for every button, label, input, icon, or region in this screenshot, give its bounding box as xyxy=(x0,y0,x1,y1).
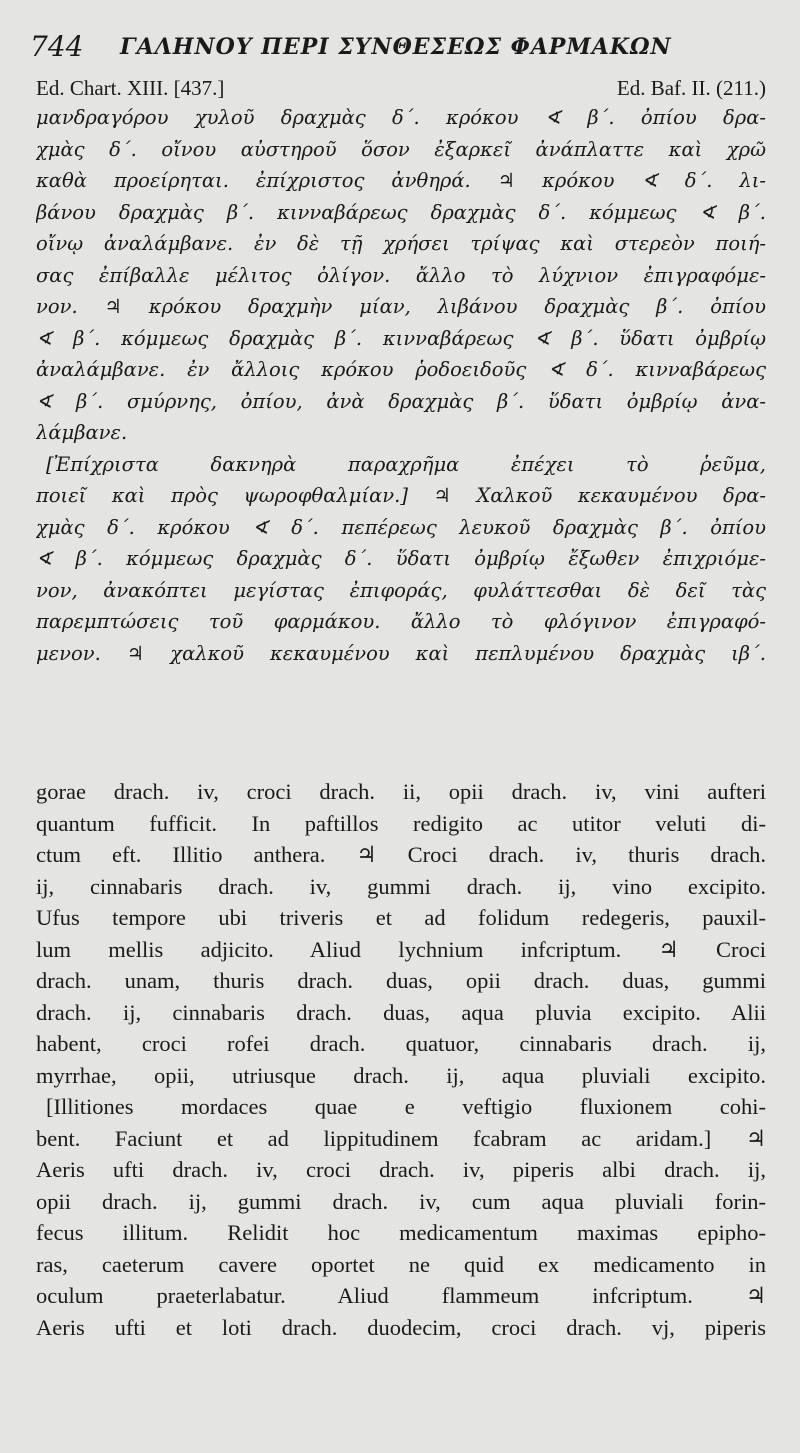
latin-text-line: myrrhae, opii, utriusque drach. ij, aqua pluviali excipito. xyxy=(36,1062,766,1088)
latin-text-line: Aeris ufti drach. iv, croci drach. iv, piperis albi drach. ij, xyxy=(36,1157,766,1182)
latin-text-line: oculum praeterlabatur. Aliud flammeum infcriptum. ♃ xyxy=(36,1283,766,1308)
greek-text-line: ποιεῖ καὶ πρὸς ψωροφθαλμίαν.] ♃ Χαλκοῦ κεκαυμένου δρα- xyxy=(36,484,766,507)
latin-text-line: drach. ij, cinnabaris drach. duas, aqua pluvia excipito. Alii xyxy=(36,999,766,1025)
latin-text-line: drach. unam, thuris drach. duas, opii drach. duas, gummi xyxy=(36,968,766,993)
greek-text-line: μενον. ♃ χαλκοῦ κεκαυμένου καὶ πεπλυμένου δραχμὰς ιβ΄. xyxy=(36,641,766,665)
latin-text-line: opii drach. ij, gummi drach. iv, cum aqua pluviali forin- xyxy=(36,1188,766,1214)
greek-text-line: καθὰ προείρηται. ἐπίχριστος ἀνθηρά. ♃ κρόκου ∢ δ΄. λι- xyxy=(36,169,766,192)
greek-text-line: ∢ β΄. σμύρνης, ὀπίου, ἀνὰ δραχμὰς β΄. ὕδατι ὀμβρίῳ ἀνα- xyxy=(36,389,766,413)
latin-text-line: ij, cinnabaris drach. iv, gummi drach. ij, vino excipito. xyxy=(36,873,766,899)
latin-text-line: ras, caeterum cavere oportet ne quid ex medicamento in xyxy=(36,1251,766,1277)
greek-text-line: ἀναλάμβανε. ἐν ἄλλοις κρόκου ῥοδοειδοῦς ∢ δ΄. κινναβάρεως xyxy=(36,358,766,381)
greek-text-line: οἴνῳ ἀναλάμβανε. ἐν δὲ τῇ χρήσει τρίψας καὶ στερεὸν ποιή- xyxy=(36,232,766,255)
page-number: 744 xyxy=(30,30,84,63)
latin-text-line: habent, croci rofei drach. quatuor, cinnabaris drach. ij, xyxy=(36,1031,766,1056)
latin-text-line: ctum eft. Illitio anthera. ♃ Croci drach. iv, thuris drach. xyxy=(36,842,766,867)
latin-text-block xyxy=(36,776,766,1343)
running-title: ΓΑΛΗΝΟΥ ΠΕΡΙ ΣΥΝΘΕΣΕΩΣ ΦΑΡΜΑΚΩΝ xyxy=(120,34,672,60)
latin-text-line: [Illitiones mordaces quae e veftigio fluxionem cohi- xyxy=(46,1094,766,1119)
greek-text-line: χμὰς δ΄. οἴνου αὐστηροῦ ὅσον ἐξαρκεῖ ἀνάπλαττε καὶ χρῶ xyxy=(36,137,766,161)
greek-text-line: ∢ β΄. κόμμεως δραχμὰς β΄. κινναβάρεως ∢ β΄. ὕδατι ὀμβρίῳ xyxy=(36,326,766,350)
greek-text-line: χμὰς δ΄. κρόκου ∢ δ΄. πεπέρεως λευκοῦ δραχμὰς β΄. ὀπίου xyxy=(36,515,766,539)
greek-text-line: νον. ♃ κρόκου δραχμὴν μίαν, λιβάνου δραχμὰς β΄. ὀπίου xyxy=(36,295,766,318)
greek-text-line: λάμβανε. xyxy=(36,421,128,444)
latin-text-line: fecus illitum. Relidit hoc medicamentum maximas epipho- xyxy=(36,1220,766,1245)
latin-text-line: Aeris ufti et loti drach. duodecim, croci drach. vj, piperis xyxy=(36,1314,766,1340)
greek-text-line: μανδραγόρου χυλοῦ δραχμὰς δ΄. κρόκου ∢ β΄. ὀπίου δρα- xyxy=(36,106,766,129)
greek-text-line: [Ἐπίχριστα δακνηρὰ παραχρῆμα ἐπέχει τὸ ῥεῦμα, xyxy=(46,452,766,476)
greek-text-block xyxy=(36,102,766,669)
edition-reference-line xyxy=(36,76,766,102)
latin-text-line: quantum fufficit. In paftillos redigito ac utitor veluti di- xyxy=(36,810,766,836)
latin-text-line: bent. Faciunt et ad lippitudinem fcabram ac aridam.] ♃ xyxy=(36,1125,766,1151)
greek-text-line: νον, ἀνακόπτει μεγίστας ἐπιφοράς, φυλάττεσθαι δὲ δεῖ τὰς xyxy=(36,578,766,602)
latin-text-line: Ufus tempore ubi triveris et ad folidum redegeris, pauxil- xyxy=(36,905,766,930)
greek-text-line: παρεμπτώσεις τοῦ φαρμάκου. ἄλλο τὸ φλόγινον ἐπιγραφό- xyxy=(36,610,766,633)
latin-text-line: gorae drach. iv, croci drach. ii, opii drach. iv, vini aufteri xyxy=(36,779,766,804)
edition-basel-reference: Ed. Baf. II. (211.) xyxy=(616,76,766,100)
greek-text-line: σας ἐπίβαλλε μέλιτος ὀλίγον. ἄλλο τὸ λύχνιον ἐπιγραφόμε- xyxy=(36,263,766,287)
greek-text-line: ∢ β΄. κόμμεως δραχμὰς δ΄. ὕδατι ὀμβρίῳ ἔξωθεν ἐπιχριόμε- xyxy=(36,547,766,570)
page-header xyxy=(30,26,770,66)
edition-chartier-reference: Ed. Chart. XIII. [437.] xyxy=(36,76,225,100)
greek-text-line: βάνου δραχμὰς β΄. κινναβάρεως δραχμὰς δ΄. κόμμεως ∢ β΄. xyxy=(36,200,766,224)
latin-text-line: lum mellis adjicito. Aliud lychnium infcriptum. ♃ Croci xyxy=(36,936,766,962)
